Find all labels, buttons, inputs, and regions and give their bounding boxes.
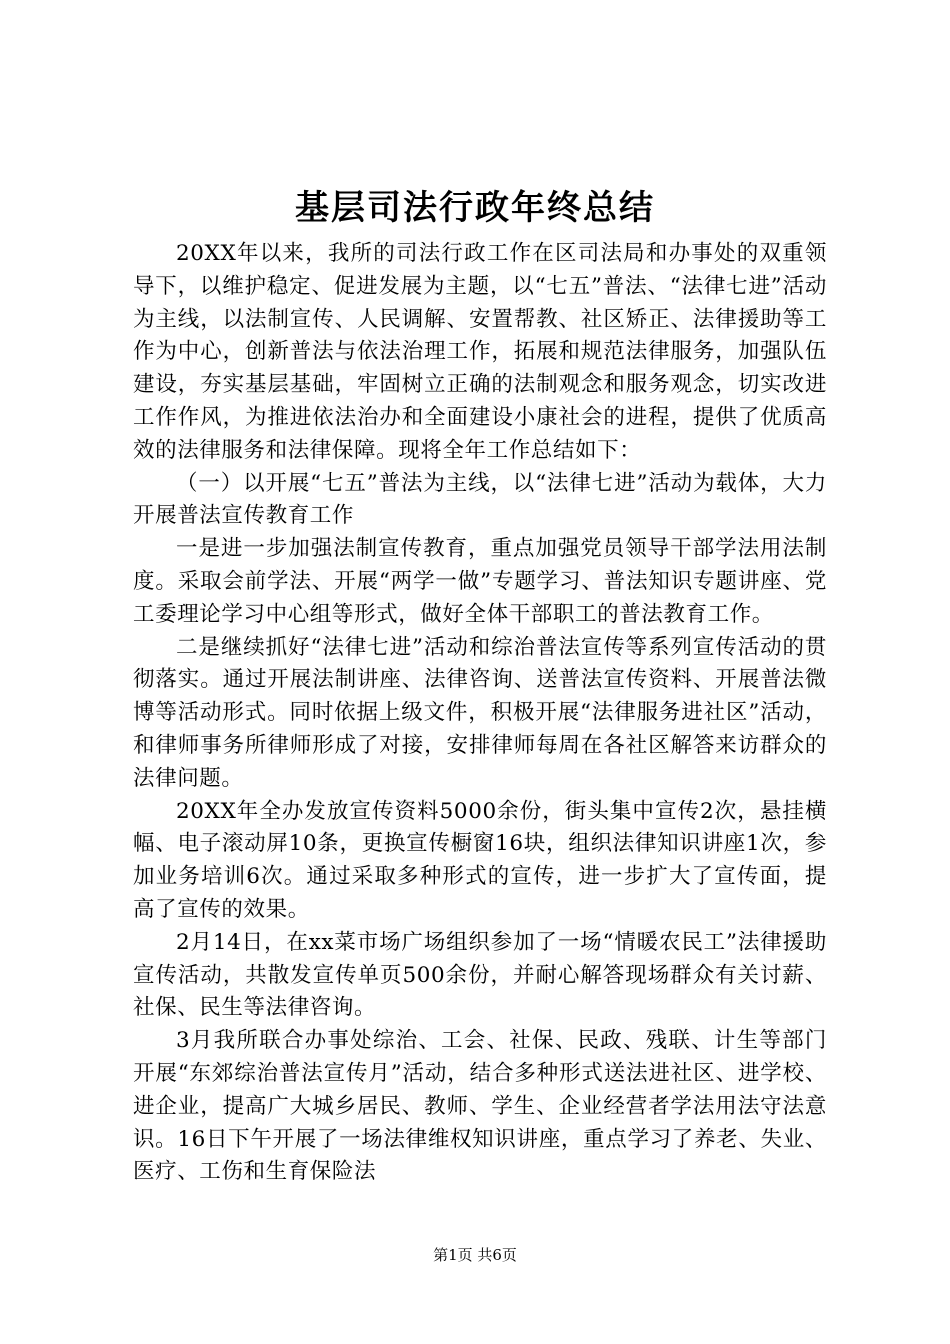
page-footer: 第1页 共6页 <box>433 1246 517 1264</box>
body-paragraph: 20XX年全办发放宣传资料5000余份，街头集中宣传2次，悬挂横幅、电子滚动屏10条，更换宣传橱窗16块，组织法律知识讲座1次，参加业务培训6次。通过采取多种形式的宣传，进一步扩大了宣传面，提高了宣传的效果。 <box>133 798 827 922</box>
body-paragraph: 二是继续抓好“法律七进”活动和综治普法宣传等系列宣传活动的贯彻落实。通过开展法制讲座、法律咨询、送普法宣传资料、开展普法微博等活动形式。同时依据上级文件，积极开展“法律服务进社区”活动，和律师事务所律师形成了对接，安排律师每周在各社区解答来访群众的法律问题。 <box>133 634 827 791</box>
intro-paragraph: 20XX年以来，我所的司法行政工作在区司法局和办事处的双重领导下，以维护稳定、促进发展为主题，以“七五”普法、“法律七进”活动为主线，以法制宣传、人民调解、安置帮教、社区矫正、法律援助等工作为中心，创新普法与依法治理工作，拓展和规范法律服务，加强队伍建设，夯实基层基础，牢固树立正确的法制观念和服务观念，切实改进工作作风，为推进依法治办和全面建设小康社会的进程，提供了优质高效的法律服务和法律保障。现将全年工作总结如下： <box>133 241 827 463</box>
section-heading-1: （一）以开展“七五”普法为主线，以“法律七进”活动为载体，大力开展普法宣传教育工作 <box>133 470 827 529</box>
document-body <box>133 238 827 1189</box>
body-paragraph: 2月14日，在xx菜市场广场组织参加了一场“情暖农民工”法律援助宣传活动，共散发宣传单页500余份，并耐心解答现场群众有关讨薪、社保、民生等法律咨询。 <box>133 929 827 1021</box>
body-paragraph: 一是进一步加强法制宣传教育，重点加强党员领导干部学法用法制度。采取会前学法、开展“两学一做”专题学习、普法知识专题讲座、党工委理论学习中心组等形式，做好全体干部职工的普法教育工作。 <box>133 536 827 627</box>
body-paragraph: 3月我所联合办事处综治、工会、社保、民政、残联、计生等部门开展“东郊综治普法宣传月”活动，结合多种形式送法进社区、进学校、进企业，提高广大城乡居民、教师、学生、企业经营者学法用法守法意识。16日下午开展了一场法律维权知识讲座，重点学习了养老、失业、医疗、工伤和生育保险法 <box>133 1028 827 1185</box>
page-title: 基层司法行政年终总结 <box>295 188 655 228</box>
